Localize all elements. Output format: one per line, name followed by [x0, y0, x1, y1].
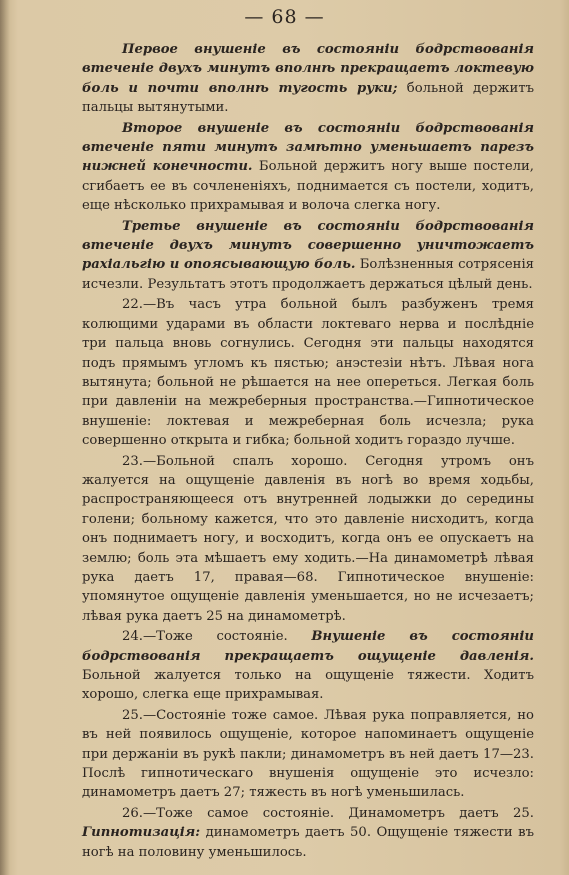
paragraph-day-23: [82, 452, 534, 627]
page-body: [82, 40, 534, 862]
paragraph-day-26: [82, 804, 534, 862]
paragraph-second-suggestion: [82, 119, 534, 216]
paragraph-first-suggestion: [82, 40, 534, 118]
paragraph-text: 26.—Тоже самое состояніе. Динамометръ даетъ 25.: [122, 805, 534, 821]
paragraph-text: 25.—Состояніе тоже самое. Лѣвая рука поправляется, но въ ней появилось ощущеніе, которое напоминаетъ ощущеніе при держаніи въ рукѣ пакли; динамометръ въ ней даетъ 17—23. Послѣ гипнотическаго внушенія ощущеніе это исчезло: динамометръ даетъ 27; тяжесть въ ногѣ уменьшилась.: [82, 707, 534, 801]
paragraph-text: Больной жалуется только на ощущеніе тяжести. Ходитъ хорошо, слегка еще прихрамывая.: [82, 668, 534, 703]
emphasized-text: Внушеніе въ состояніи бодрствованія прекращаетъ ощущеніе давленія.: [82, 629, 535, 664]
paragraph-text: 23.—Больной спалъ хорошо. Сегодня утромъ онъ жалуется на ощущеніе давленія въ ногѣ во время ходьбы, распространяющееся отъ внутренней лодыжки до середины голени; больному кажется, что это давленіе нисходитъ, когда онъ поднимаетъ ногу, и восходитъ, когда онъ ее опускаетъ на землю; боль эта мѣшаетъ ему ходить.—На динамометрѣ лѣвая рука даетъ 17, правая—68. Гипнотическое внушеніе: упомянутое ощущеніе давленія уменьшается, но не исчезаетъ; лѣвая рука даетъ 25 на динамометрѣ.: [82, 453, 534, 624]
paragraph-text: 22.—Въ часъ утра больной былъ разбуженъ тремя колющими ударами въ области локтеваго нерва и послѣдніе три пальца вновь согнулись. Сегодня эти пальцы находятся подъ прямымъ угломъ къ пястью; анэстезіи нѣтъ. Лѣвая нога вытянута; больной не рѣшается на нее опереться. Легкая боль при давленіи на межреберныя пространства.—Гипнотическое внушеніе: локтевая и межреберная боль исчезла; рука совершенно открыта и гибка; больной ходитъ гораздо лучше.: [82, 297, 534, 449]
paragraph-third-suggestion: [82, 217, 534, 295]
emphasized-text: Первое внушеніе въ состояніи бодрствованія втеченіе двухъ минутъ вполнѣ прекращаетъ локтевую боль и почти вполнѣ тугость руки;: [82, 42, 534, 96]
emphasized-text: Третье внушеніе въ состояніи бодрствованія втеченіе двухъ минутъ совершенно уничтожаетъ рахіальгію и опоясывающую боль.: [82, 218, 534, 273]
paragraph-day-22: [82, 295, 534, 450]
paragraph-text: динамометръ даетъ 50. Ощущеніе тяжести въ ногѣ на половину уменьшилось.: [82, 825, 534, 860]
paragraph-text: 24.—Тоже состояніе.: [122, 629, 312, 645]
paragraph-text: Болѣзненныя сотрясенія исчезли. Результатъ этотъ продолжаетъ держаться цѣлый день.: [82, 257, 534, 292]
page-gutter-shadow: [0, 0, 10, 875]
paragraph-day-25: [82, 706, 534, 803]
page-number: — 68 —: [244, 6, 325, 28]
emphasized-text: Гипнотизація:: [82, 825, 201, 841]
emphasized-text: Второе внушеніе въ состояніи бодрствованія втеченіе пяти минутъ замѣтно уменьшаетъ парезъ нижней конечности.: [82, 120, 534, 175]
paragraph-day-24: [82, 627, 534, 705]
paragraph-text: больной держитъ пальцы вытянутыми.: [82, 80, 535, 116]
paragraph-text: Больной держитъ ногу выше постели, сгибаетъ ее въ сочлененіяхъ, поднимается съ постели, ходитъ, еще нѣсколько прихрамывая и волоча слегка ногу.: [82, 159, 534, 214]
